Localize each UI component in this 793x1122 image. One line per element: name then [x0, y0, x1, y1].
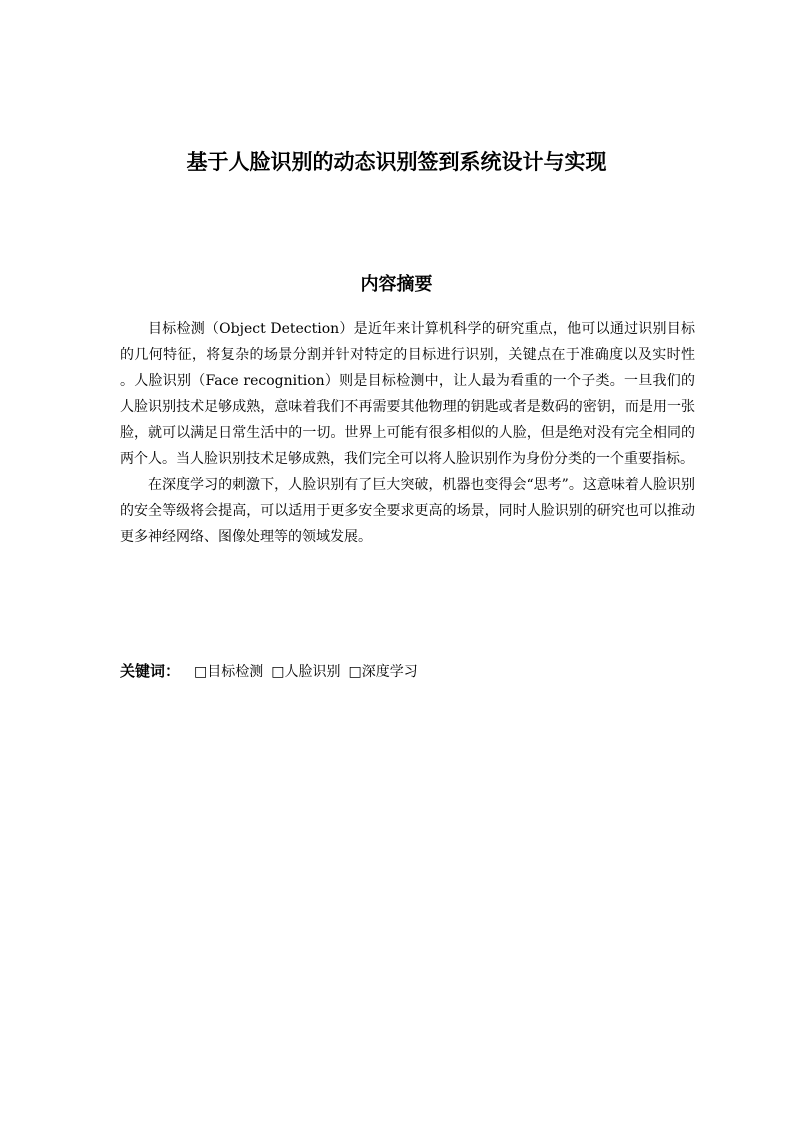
keyword-item: □人脸识别: [271, 664, 341, 680]
keyword-item: □深度学习: [348, 664, 418, 680]
keywords-line: [120, 659, 695, 684]
abstract-paragraph-1: 目标检测（Object Detection）是近年来计算机科学的研究重点，他可以通过识别目标的几何特征，将复杂的场景分割并针对特定的目标进行识别，关键点在于准确度以及实时性 。人脸识别（Face recognition）则是目标检测中，让人最为看重的一个子类。一旦我们的人脸识别技术足够成熟，意味着我们不再需要其他物理的钥匙或者是数码的密钥，而是用一张脸，就可以满足日常生活中的一切。世界上可能有很多相似的人脸，但是绝对没有完全相同的两个人。当人脸识别技术足够成熟，我们完全可以将人脸识别作为身份分类的一个重要指标。: [120, 321, 695, 467]
document-title: 基于人脸识别的动态识别签到系统设计与实现: [186, 150, 607, 174]
keywords-label: 关键词：: [120, 662, 181, 680]
keyword-item: □目标检测: [194, 664, 264, 680]
abstract-paragraph-2: 在深度学习的刺激下，人脸识别有了巨大突破，机器也变得会“思考”。这意味着人脸识别的安全等级将会提高，可以适用于更多安全要求更高的场景，同时人脸识别的研究也可以推动更多神经网络、图像处理等的领域发展。: [120, 477, 695, 545]
abstract-heading: 内容摘要: [360, 274, 433, 295]
abstract-body: [120, 316, 695, 550]
